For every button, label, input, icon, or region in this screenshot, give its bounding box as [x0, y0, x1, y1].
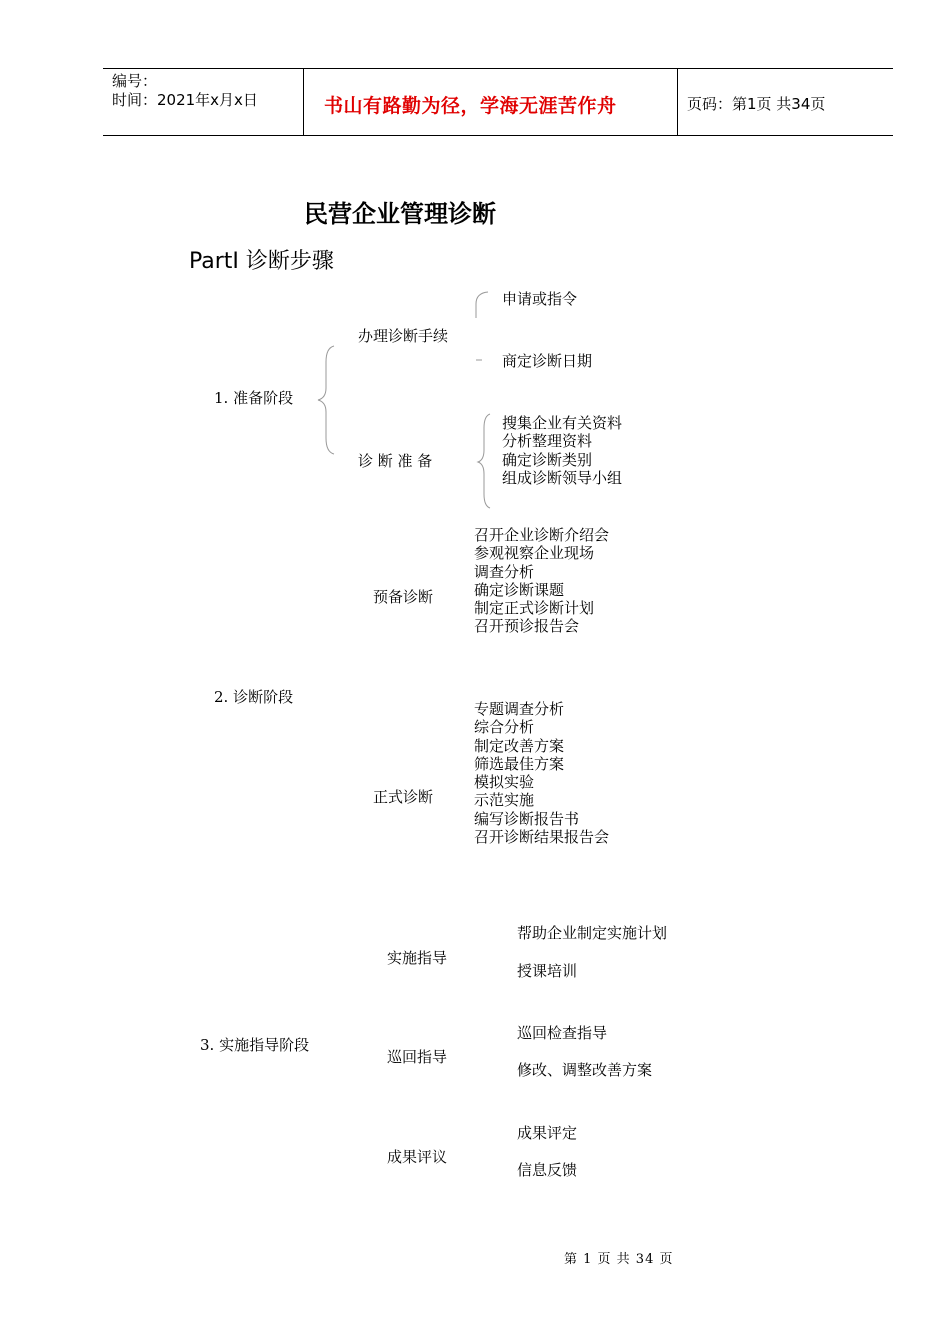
- page-number-label: 页码：第1页 共34页: [687, 95, 826, 113]
- list-item: 分析整理资料: [502, 432, 593, 451]
- list-item: 确定诊断类别: [502, 450, 593, 469]
- page-footer: 第 1 页 共 34 页: [564, 1252, 674, 1267]
- stage-3-label: 3. 实施指导阶段: [200, 1036, 310, 1054]
- list-item: 筛选最佳方案: [474, 754, 565, 773]
- stage-1-brace: [312, 344, 342, 456]
- list-item: 参观视察企业现场: [474, 544, 595, 563]
- list-item: 授课培训: [517, 962, 578, 980]
- document-title: 民营企业管理诊断: [304, 200, 496, 228]
- list-item: 商定诊断日期: [502, 352, 593, 370]
- step-roving-guidance: 巡回指导: [387, 1048, 448, 1066]
- list-item: 编写诊断报告书: [474, 809, 580, 828]
- stage-2-label: 2. 诊断阶段: [214, 688, 294, 706]
- list-item: 模拟实验: [474, 773, 535, 792]
- header-motto: 书山有路勤为径，学海无涯苦作舟: [324, 95, 617, 117]
- list-item: 确定诊断课题: [474, 580, 565, 599]
- preliminary-diagnosis-items: [474, 526, 609, 636]
- list-item: 组成诊断领导小组: [502, 468, 623, 487]
- header-divider: [677, 68, 678, 136]
- list-item: 示范实施: [474, 791, 535, 810]
- header-top-rule: [103, 68, 893, 69]
- list-item: 召开企业诊断介绍会: [474, 526, 610, 544]
- list-item: 修改、调整改善方案: [517, 1061, 653, 1079]
- time-label: 时间：2021年x月x日: [112, 91, 258, 109]
- list-item: 调查分析: [474, 562, 535, 581]
- list-item: 专题调查分析: [474, 700, 565, 718]
- step-diagnosis-preparation-brace: [472, 410, 496, 510]
- list-item: 搜集企业有关资料: [502, 414, 623, 432]
- list-item: 召开诊断结果报告会: [474, 828, 610, 847]
- step-implementation-guidance: 实施指导: [387, 949, 448, 967]
- list-item: 巡回检查指导: [517, 1024, 608, 1042]
- list-item: 制定正式诊断计划: [474, 599, 595, 618]
- step-results-evaluation: 成果评议: [387, 1148, 448, 1166]
- formal-diagnosis-items: [474, 700, 609, 846]
- list-item: 申请或指令: [502, 290, 578, 308]
- serial-label: 编号：: [112, 72, 158, 90]
- list-item: 信息反馈: [517, 1161, 578, 1179]
- header-bottom-rule: [103, 135, 893, 136]
- list-item: 召开预诊报告会: [474, 617, 580, 636]
- step-formal-diagnosis: 正式诊断: [373, 788, 434, 806]
- step-handle-procedures-brace: [470, 290, 490, 370]
- step-handle-procedures: 办理诊断手续: [358, 327, 449, 345]
- step-diagnosis-preparation: 诊 断 准 备: [358, 452, 433, 470]
- list-item: 成果评定: [517, 1124, 578, 1142]
- diagnosis-preparation-items: [502, 414, 622, 487]
- stage-1-label: 1. 准备阶段: [214, 389, 294, 407]
- part-heading: PartⅠ 诊断步骤: [189, 249, 334, 274]
- step-preliminary-diagnosis: 预备诊断: [373, 588, 434, 606]
- header-divider: [303, 68, 304, 136]
- list-item: 综合分析: [474, 718, 535, 737]
- list-item: 帮助企业制定实施计划: [517, 924, 668, 942]
- list-item: 制定改善方案: [474, 736, 565, 755]
